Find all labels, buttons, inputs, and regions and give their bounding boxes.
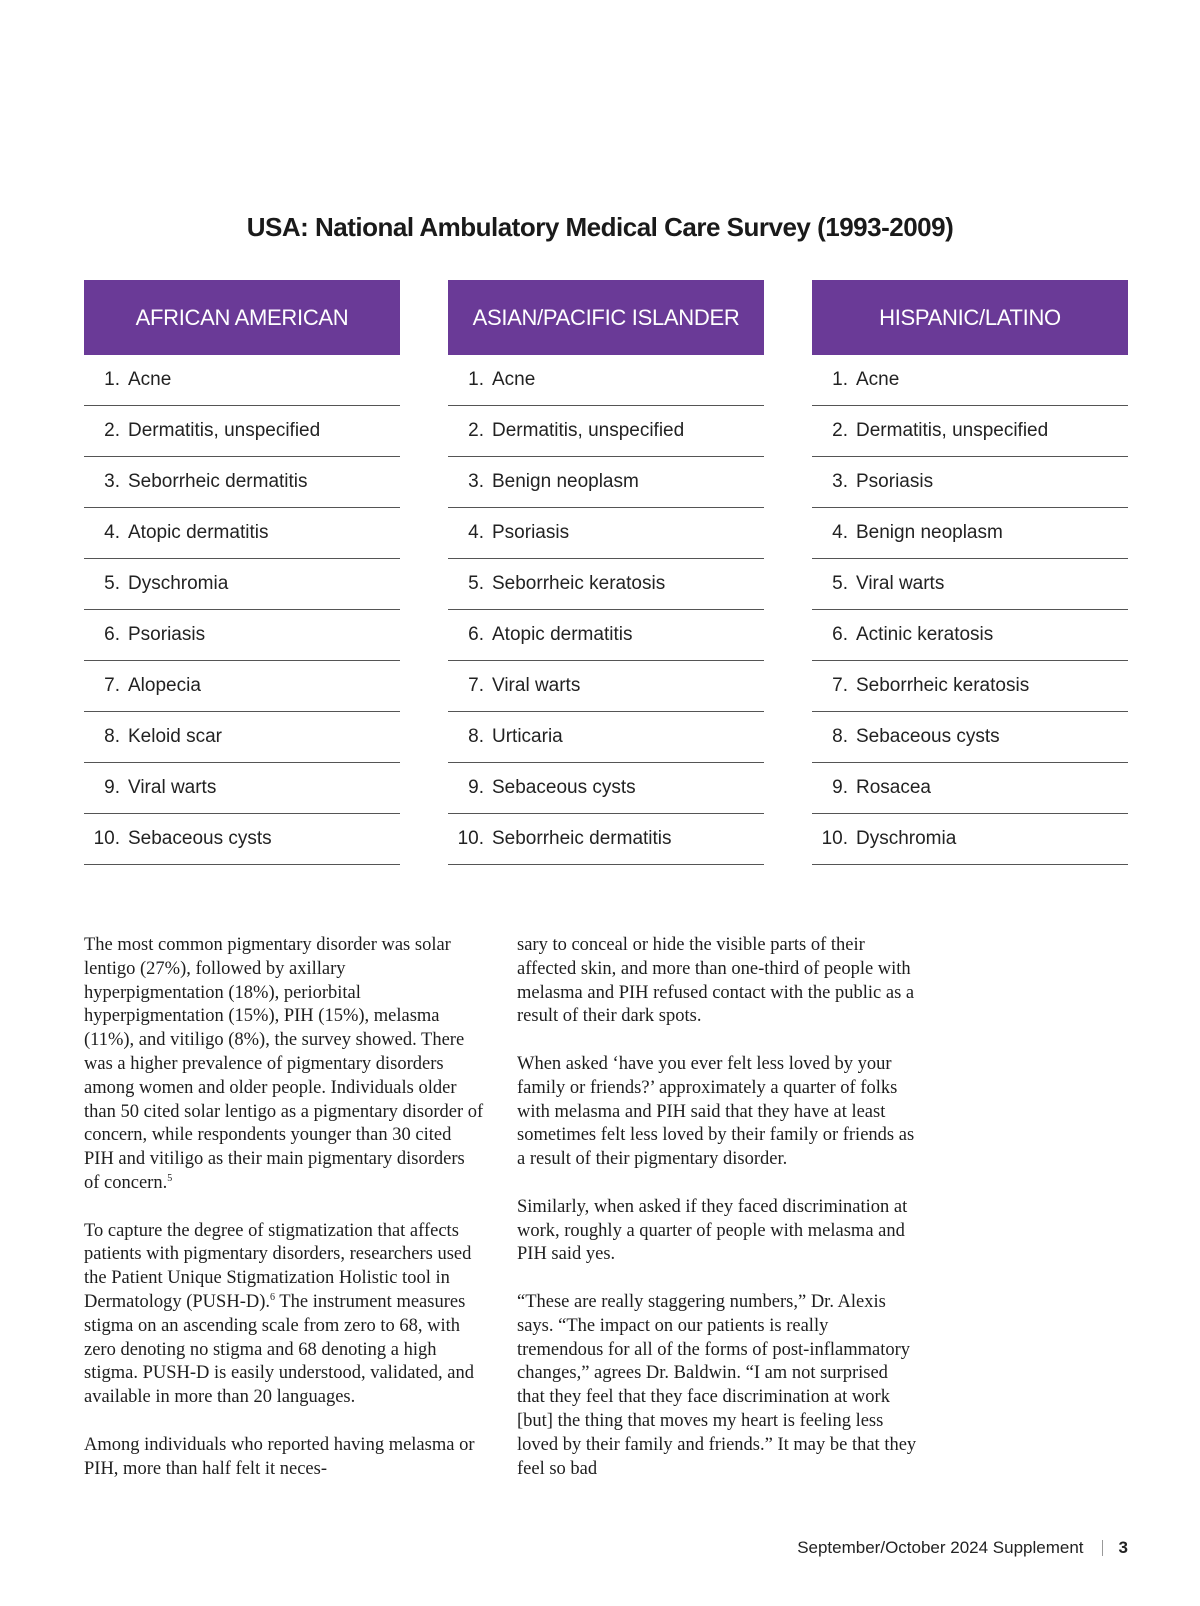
item-number: 3. bbox=[468, 471, 484, 492]
list-item bbox=[84, 508, 400, 559]
item-label: Psoriasis bbox=[856, 471, 934, 492]
column-african-american bbox=[84, 280, 400, 865]
list-item bbox=[84, 457, 400, 508]
column-header: ASIAN/PACIFIC ISLANDER bbox=[448, 280, 764, 355]
list-item bbox=[84, 712, 400, 763]
item-number: 9. bbox=[832, 777, 848, 798]
item-number: 3. bbox=[104, 471, 120, 492]
list-item bbox=[812, 610, 1128, 661]
item-label: Seborrheic keratosis bbox=[856, 675, 1030, 696]
paragraph: To capture the degree of stigmatization that affects patients with pigmentary disorders, researchers used the Patient Unique Stigmatization Holistic tool in Dermatology (PUSH-D).$^6$ The instrument measures stigma on an ascending scale from zero to 68, with zero denoting no stigma and 68 denoting a high stigma. PUSH-D is easily understood, validated, and available in more than 20 languages. bbox=[84, 1220, 474, 1408]
item-number: 5. bbox=[468, 573, 484, 594]
item-number: 4. bbox=[104, 522, 120, 543]
item-number: 8. bbox=[832, 726, 848, 747]
item-number: 10. bbox=[821, 828, 848, 849]
item-number: 3. bbox=[832, 471, 848, 492]
list-item bbox=[448, 355, 764, 406]
list-item bbox=[448, 661, 764, 712]
body-text-left-column bbox=[84, 934, 484, 1505]
item-number: 6. bbox=[832, 624, 848, 645]
list-item bbox=[84, 763, 400, 814]
item-label: Dermatitis, unspecified bbox=[128, 420, 321, 441]
item-number: 10. bbox=[457, 828, 484, 849]
item-label: Sebaceous cysts bbox=[492, 777, 636, 798]
ranked-list bbox=[812, 355, 1128, 865]
item-label: Benign neoplasm bbox=[856, 522, 1003, 543]
table-title: USA: National Ambulatory Medical Care Survey (1993-2009) bbox=[246, 212, 954, 242]
item-number: 5. bbox=[832, 573, 848, 594]
item-number: 8. bbox=[104, 726, 120, 747]
list-item bbox=[448, 814, 764, 865]
item-number: 7. bbox=[832, 675, 848, 696]
list-item bbox=[812, 457, 1128, 508]
column-header: HISPANIC/LATINO bbox=[812, 280, 1128, 355]
item-label: Dyschromia bbox=[128, 573, 229, 594]
item-label: Psoriasis bbox=[128, 624, 206, 645]
item-number: 2. bbox=[468, 420, 484, 441]
list-item bbox=[84, 559, 400, 610]
list-item bbox=[84, 610, 400, 661]
item-number: 5. bbox=[104, 573, 120, 594]
paragraph: “These are really staggering numbers,” Dr. Alexis says. “The impact on our patients is really tremendous for all of the forms of post-inflammatory changes,” agrees Dr. Baldwin. “I am not surprised that they feel that they face discrimination at work [but] the thing that moves my heart is feeling less loved by their family and friends.” It may be that they feel so bad bbox=[517, 1291, 917, 1479]
item-number: 2. bbox=[832, 420, 848, 441]
column-header: AFRICAN AMERICAN bbox=[84, 280, 400, 355]
item-number: 7. bbox=[104, 675, 120, 696]
item-label: Psoriasis bbox=[492, 522, 570, 543]
list-item bbox=[84, 355, 400, 406]
item-number: 6. bbox=[468, 624, 484, 645]
item-label: Seborrheic dermatitis bbox=[128, 471, 308, 492]
list-item bbox=[448, 610, 764, 661]
item-number: 1. bbox=[832, 369, 848, 390]
item-label: Alopecia bbox=[128, 675, 201, 696]
item-number: 9. bbox=[104, 777, 120, 798]
item-label: Dermatitis, unspecified bbox=[856, 420, 1049, 441]
item-label: Seborrheic keratosis bbox=[492, 573, 666, 594]
item-label: Benign neoplasm bbox=[492, 471, 639, 492]
page-number: 3 bbox=[1118, 1538, 1128, 1557]
paragraph: When asked ‘have you ever felt less loved by your family or friends?’ approximately a quarter of folks with melasma and PIH said that they have at least sometimes felt less loved by their family or friends as a result of their pigmentary disorder. bbox=[517, 1053, 915, 1170]
column-asian-pacific-islander bbox=[448, 280, 764, 865]
list-item bbox=[448, 763, 764, 814]
paragraph: The most common pigmentary disorder was solar lentigo (27%), followed by axillary hyperpigmentation (18%), periorbital hyperpigmentation (15%), PIH (15%), melasma (11%), and vitiligo (8%), the survey showed. There was a higher prevalence of pigmentary disorders among women and older people. Individuals older than 50 cited solar lentigo as a pigmentary disorder of concern, while respondents younger than 30 cited PIH and vitiligo as their main pigmentary disorders of concern.$^5$ bbox=[84, 935, 484, 1193]
item-label: Rosacea bbox=[856, 777, 931, 798]
list-item bbox=[812, 712, 1128, 763]
item-label: Viral warts bbox=[492, 675, 581, 696]
item-number: 10. bbox=[93, 828, 120, 849]
item-label: Keloid scar bbox=[128, 726, 222, 747]
item-label: Viral warts bbox=[128, 777, 217, 798]
paragraph: Similarly, when asked if they faced discrimination at work, roughly a quarter of people with melasma and PIH said yes. bbox=[517, 1196, 908, 1265]
list-item bbox=[448, 559, 764, 610]
list-item bbox=[812, 406, 1128, 457]
item-number: 4. bbox=[832, 522, 848, 543]
item-label: Urticaria bbox=[492, 726, 563, 747]
item-label: Atopic dermatitis bbox=[128, 522, 269, 543]
item-label: Atopic dermatitis bbox=[492, 624, 633, 645]
list-item bbox=[812, 763, 1128, 814]
item-number: 1. bbox=[468, 369, 484, 390]
item-label: Acne bbox=[492, 369, 536, 390]
issue-label: September/October 2024 Supplement bbox=[797, 1538, 1084, 1557]
page-footer bbox=[797, 1538, 1128, 1558]
list-item bbox=[84, 661, 400, 712]
list-item bbox=[84, 814, 400, 865]
ranked-list bbox=[448, 355, 764, 865]
item-number: 2. bbox=[104, 420, 120, 441]
item-label: Sebaceous cysts bbox=[128, 828, 272, 849]
paragraph: Among individuals who reported having melasma or PIH, more than half felt it neces- bbox=[84, 1434, 475, 1479]
item-label: Dyschromia bbox=[856, 828, 957, 849]
item-label: Dermatitis, unspecified bbox=[492, 420, 685, 441]
list-item bbox=[448, 406, 764, 457]
item-label: Seborrheic dermatitis bbox=[492, 828, 672, 849]
item-number: 6. bbox=[104, 624, 120, 645]
list-item bbox=[448, 712, 764, 763]
item-label: Acne bbox=[128, 369, 172, 390]
item-label: Actinic keratosis bbox=[856, 624, 994, 645]
item-number: 7. bbox=[468, 675, 484, 696]
list-item bbox=[812, 661, 1128, 712]
item-label: Sebaceous cysts bbox=[856, 726, 1000, 747]
item-label: Viral warts bbox=[856, 573, 945, 594]
ranked-list bbox=[84, 355, 400, 865]
list-item bbox=[84, 406, 400, 457]
column-hispanic-latino bbox=[812, 280, 1128, 865]
item-number: 1. bbox=[104, 369, 120, 390]
item-number: 4. bbox=[468, 522, 484, 543]
item-number: 8. bbox=[468, 726, 484, 747]
list-item bbox=[812, 355, 1128, 406]
body-text-right-column bbox=[517, 934, 917, 1505]
item-label: Acne bbox=[856, 369, 900, 390]
list-item bbox=[448, 457, 764, 508]
list-item bbox=[812, 508, 1128, 559]
footer-divider bbox=[1102, 1540, 1103, 1556]
list-item bbox=[812, 559, 1128, 610]
list-item bbox=[448, 508, 764, 559]
list-item bbox=[812, 814, 1128, 865]
paragraph: sary to conceal or hide the visible parts of their affected skin, and more than one-third of people with melasma and PIH refused contact with the public as a result of their dark spots. bbox=[517, 935, 915, 1027]
item-number: 9. bbox=[468, 777, 484, 798]
